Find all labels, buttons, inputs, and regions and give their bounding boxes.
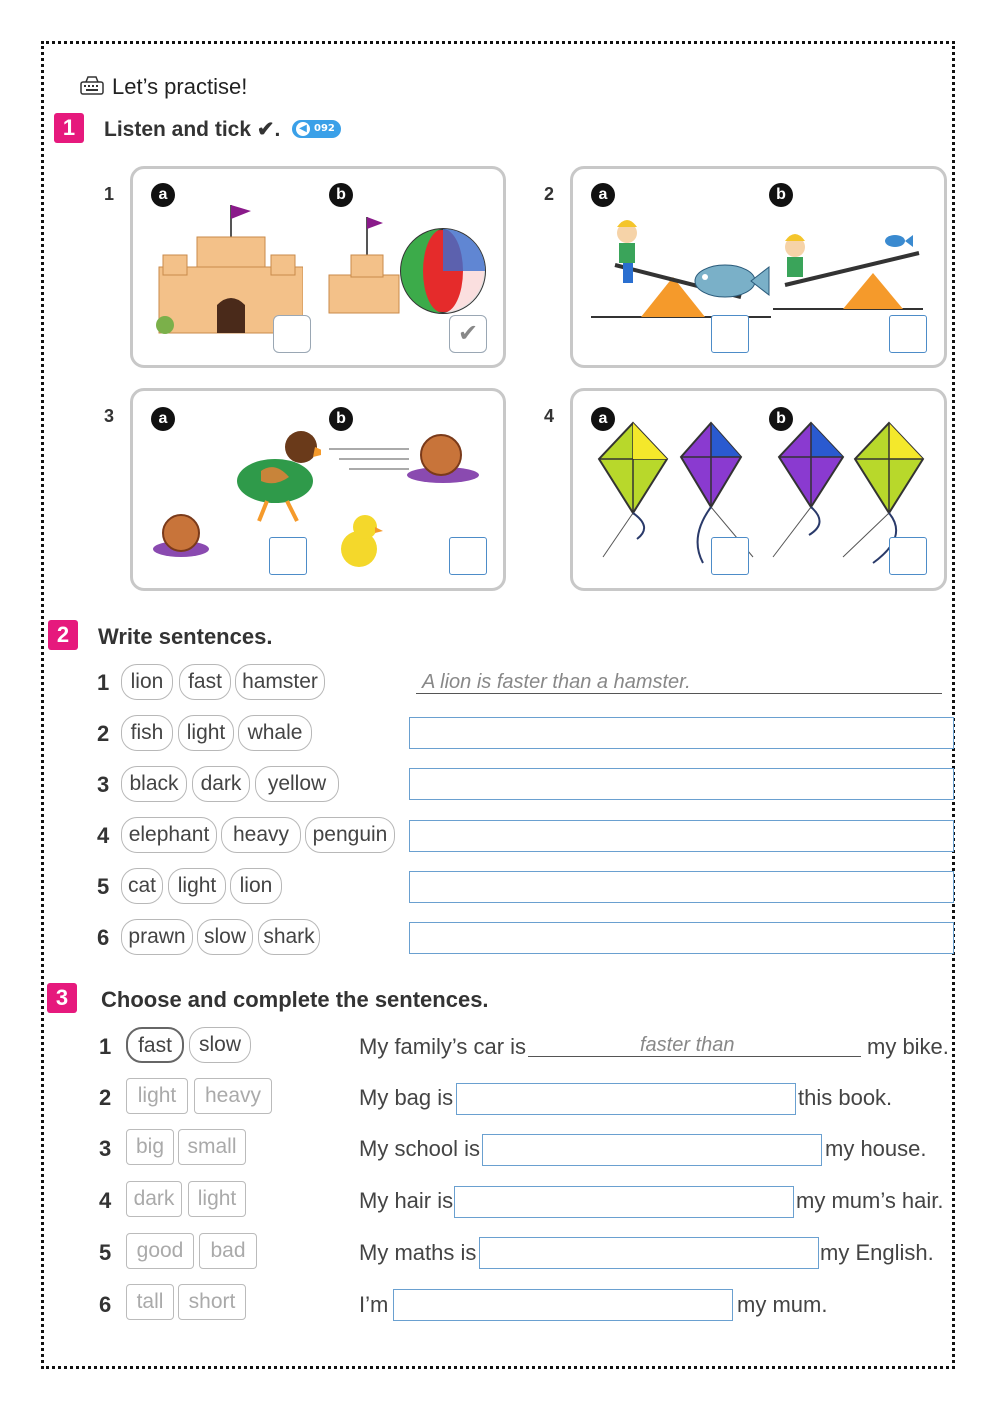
word-chip: small [178,1129,246,1165]
s3-row-5-before: My maths is [359,1240,477,1265]
s3-row-1-before: My family’s car is [359,1034,527,1059]
exercise-panel-4 [570,388,947,591]
option-b-label: b [329,407,353,431]
section-2-title: Write sentences. [98,624,273,649]
s2-row-2-number: 2 [97,721,110,746]
word-chip: bad [199,1233,257,1269]
option-a-label: a [591,183,615,207]
tick-box-2b[interactable] [889,315,927,353]
s3-answer-input-2[interactable] [456,1083,796,1115]
s3-row-2-number: 2 [99,1085,112,1110]
section-1-title: Listen and tick ✔. [104,118,281,141]
panel-4-number: 4 [544,406,555,426]
s3-row-1-number: 1 [99,1034,112,1059]
word-chip: cat [121,868,163,904]
word-chip: fish [121,715,173,751]
word-chip: tall [126,1284,174,1320]
word-chip: prawn [121,919,193,955]
s3-row-6-number: 6 [99,1292,112,1317]
word-chip: heavy [221,817,301,853]
tick-box-4b[interactable] [889,537,927,575]
s3-example-answer: faster than [640,1034,735,1056]
option-b-label: b [769,183,793,207]
tick-box-1b[interactable]: ✔ [449,315,487,353]
keyboard-icon [80,76,104,96]
s3-row-6-after: my mum. [737,1292,828,1317]
s2-row-5-number: 5 [97,874,110,899]
word-chip: light [188,1181,246,1217]
option-b-label: b [769,407,793,431]
option-a-label: a [151,183,175,207]
word-chip: slow [197,919,253,955]
s3-row-5-after: my English. [820,1240,934,1265]
word-chip: elephant [121,817,217,853]
s3-row-5-number: 5 [99,1240,112,1265]
word-chip: slow [189,1027,251,1063]
s3-answer-input-4[interactable] [454,1186,794,1218]
tick-box-2a[interactable] [711,315,749,353]
s2-answer-input-5[interactable] [409,871,954,903]
s3-example-line [528,1056,861,1057]
word-chip: hamster [235,664,325,700]
section-1-badge: 1 [54,113,84,143]
exercise-panel-1 [130,166,506,368]
word-chip: dark [126,1181,182,1217]
section-3-title: Choose and complete the sentences. [101,987,489,1012]
s3-row-4-number: 4 [99,1188,112,1213]
s3-row-1-after: my bike. [867,1034,949,1059]
tick-box-3a[interactable] [269,537,307,575]
s3-row-4-before: My hair is [359,1188,454,1213]
word-chip: light [178,715,234,751]
s3-row-3-before: My school is [359,1136,481,1161]
option-a-label: a [151,407,175,431]
panel-1-number: 1 [104,184,115,204]
word-chip: whale [238,715,312,751]
word-chip: dark [192,766,250,802]
section-3-badge: 3 [47,983,77,1013]
tick-box-3b[interactable] [449,537,487,575]
word-chip: light [126,1078,188,1114]
s3-row-3-number: 3 [99,1136,112,1161]
word-chip: heavy [194,1078,272,1114]
s3-answer-input-5[interactable] [479,1237,819,1269]
word-chip: black [121,766,187,802]
s3-row-2-before: My bag is [359,1085,454,1110]
tick-box-1a[interactable] [273,315,311,353]
audio-track-label: 092 [314,123,335,134]
s2-row-4-number: 4 [97,823,110,848]
s2-answer-input-2[interactable] [409,717,954,749]
seesaw-girl-small-fish-image [769,219,929,311]
word-chip-selected: fast [126,1027,184,1063]
s3-row-6-before: I’m [359,1292,389,1317]
s3-row-4-after: my mum’s hair. [796,1188,944,1213]
s2-row-3-number: 3 [97,772,110,797]
s3-row-2-after: this book. [798,1085,893,1110]
exercise-panel-3 [130,388,506,591]
option-b-label: b [329,183,353,207]
s2-answer-input-6[interactable] [409,922,954,954]
s2-answer-input-4[interactable] [409,820,954,852]
s3-answer-input-6[interactable] [393,1289,733,1321]
intro-title: Let’s practise! [112,74,248,99]
audio-track-button[interactable] [292,120,341,138]
s3-row-3-after: my house. [825,1136,927,1161]
tick-box-4a[interactable] [711,537,749,575]
word-chip: penguin [305,817,395,853]
word-chip: short [178,1284,246,1320]
word-chip: good [126,1233,194,1269]
speaker-icon: ◀ [296,122,310,136]
word-chip: light [168,868,226,904]
word-chip: lion [121,664,173,700]
word-chip: lion [230,868,282,904]
panel-3-number: 3 [104,406,115,426]
s2-example-answer: A lion is faster than a hamster. [422,671,691,693]
s2-answer-input-3[interactable] [409,768,954,800]
s2-row-6-number: 6 [97,925,110,950]
section-2-badge: 2 [48,620,78,650]
panel-2-number: 2 [544,184,555,204]
word-chip: big [126,1129,174,1165]
s2-example-line [416,693,942,694]
word-chip: shark [258,919,320,955]
s2-row-1-number: 1 [97,670,110,695]
exercise-panel-2 [570,166,947,368]
small-sandcastle-ball-image [327,215,487,315]
word-chip: yellow [255,766,339,802]
word-chip: fast [179,664,231,700]
option-a-label: a [591,407,615,431]
seesaw-girl-big-fish-image [591,209,771,321]
s3-answer-input-3[interactable] [482,1134,822,1166]
